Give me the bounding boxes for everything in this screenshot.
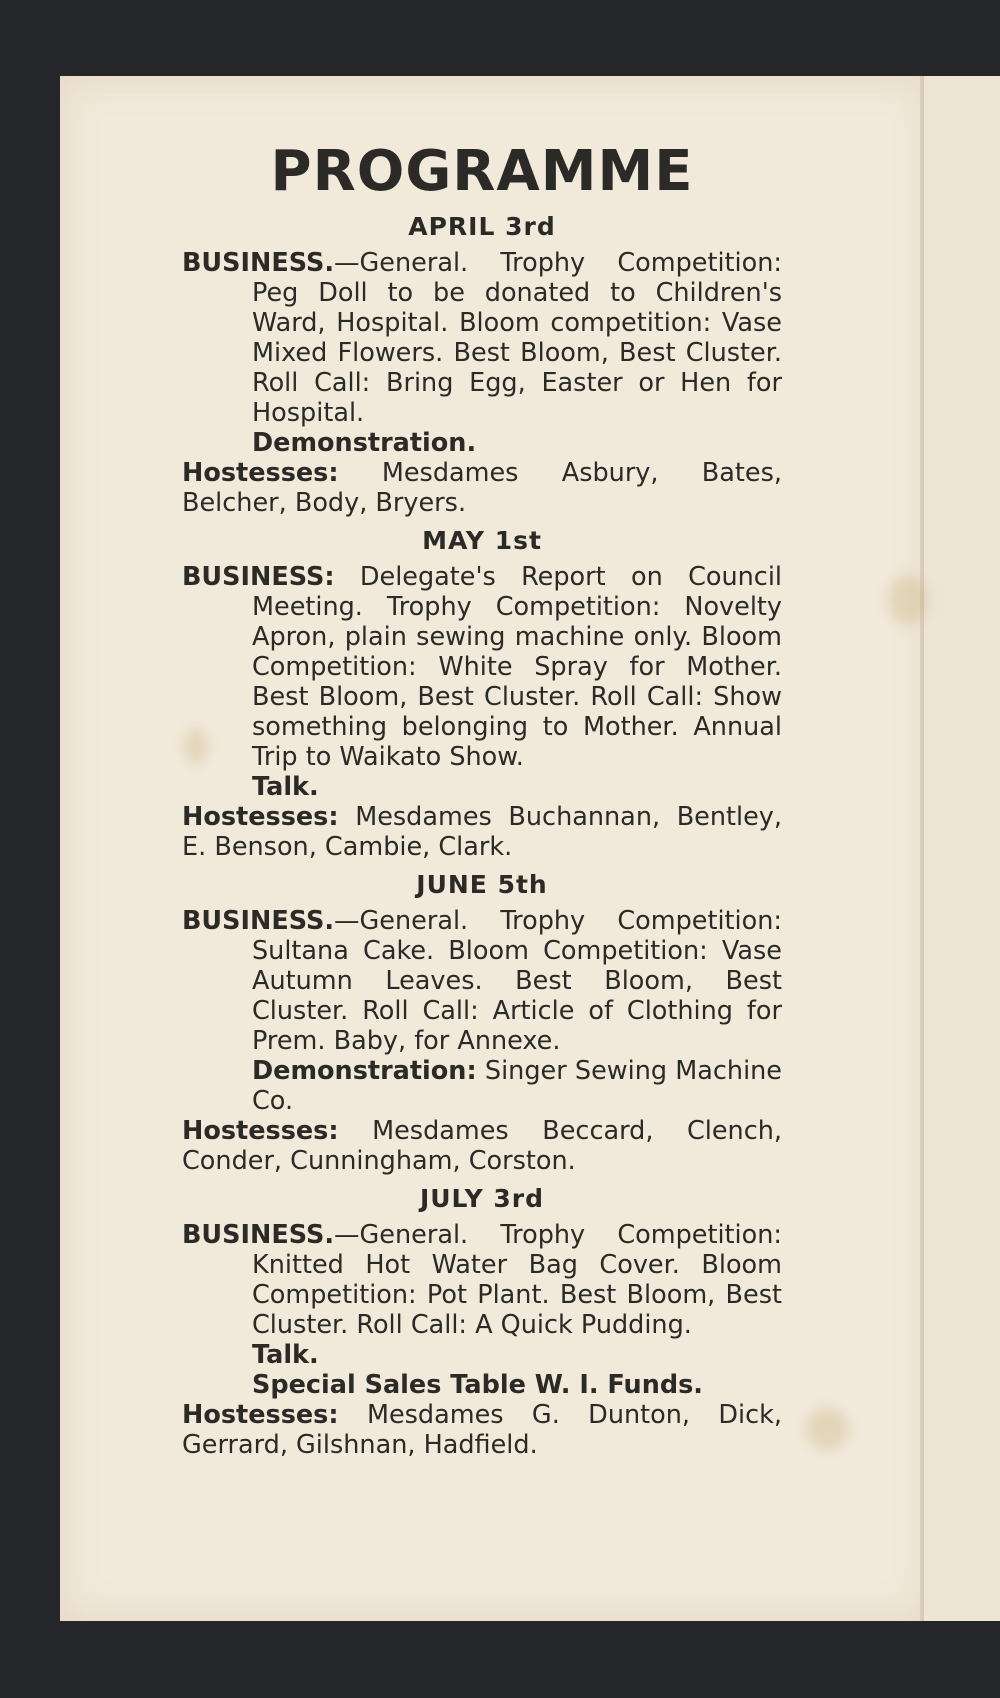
hostesses-label: Hostesses: [182,1400,339,1430]
hostesses-paragraph [182,1400,782,1460]
hostesses-text: Mesdames Beccard, Clench, Conder, Cunningham, Corston. [182,1116,782,1176]
section-date: JULY 3rd [419,1184,545,1213]
special-note-text: Special Sales Table W. I. Funds. [252,1370,703,1400]
section-date: JUNE 5th [416,870,548,899]
activity-label: Demonstration: [252,1056,477,1086]
page-title: PROGRAMME [270,139,694,204]
business-text: —General. Trophy Competition: Knitted Hot Water Bag Cover. Bloom Competition: Pot Plant. Best Bloom, Best Cluster. Roll Call: A Quick Pudding. [252,1220,782,1340]
activity [252,1056,782,1116]
business-label: BUSINESS: [182,562,335,592]
hostesses-label: Hostesses: [182,1116,339,1146]
hostesses-text: Mesdames Asbury, Bates, Belcher, Body, Bryers. [182,458,782,518]
activity-label: Talk. [252,772,319,802]
business-text: Delegate's Report on Council Meeting. Trophy Competition: Novelty Apron, plain sewing machine only. Bloom Competition: White Spray for Mother. Best Bloom, Best Cluster. Roll Call: Show something belonging to Mother. Annual Trip to Waikato Show. [252,562,782,772]
month-section [182,1184,782,1460]
hostesses-paragraph [182,458,782,518]
hostesses-label: Hostesses: [182,458,339,488]
business-label: BUSINESS. [182,1220,335,1250]
activity-text: Singer Sewing Machine Co. [252,1056,782,1116]
business-text: —General. Trophy Competition: Peg Doll to be donated to Children's Ward, Hospital. Bloom competition: Vase Mixed Flowers. Best Bloom, Best Cluster. Roll Call: Bring Egg, Easter or Hen for Hospital. [252,248,782,428]
hostesses-text: Mesdames G. Dunton, Dick, Gerrard, Gilshnan, Hadfield. [182,1400,782,1460]
hostesses-paragraph [182,802,782,862]
stain [806,1408,848,1450]
activity-label: Talk. [252,1340,319,1370]
hostesses-paragraph [182,1116,782,1176]
month-section [182,212,782,518]
adjacent-page [922,76,1000,1621]
activity [252,772,782,802]
hostesses-text: Mesdames Buchannan, Bentley, E. Benson, Cambie, Clark. [182,802,783,862]
stain [888,575,928,625]
activity [252,1340,782,1370]
month-section [182,526,782,862]
section-date: APRIL 3rd [408,212,556,241]
activity [252,428,782,458]
business-text: —General. Trophy Competition: Sultana Cake. Bloom Competition: Vase Autumn Leaves. Best Bloom, Best Cluster. Roll Call: Article of Clothing for Prem. Baby, for Annexe. [252,906,782,1056]
business-paragraph [182,562,782,772]
month-section [182,870,782,1176]
business-label: BUSINESS. [182,248,335,278]
special-note [252,1370,782,1400]
activity-label: Demonstration. [252,428,477,458]
hostesses-label: Hostesses: [182,802,339,832]
business-paragraph [182,248,782,428]
business-label: BUSINESS. [182,906,335,936]
business-paragraph [182,906,782,1056]
section-date: MAY 1st [422,526,542,555]
business-paragraph [182,1220,782,1340]
programme-content [182,140,782,1460]
